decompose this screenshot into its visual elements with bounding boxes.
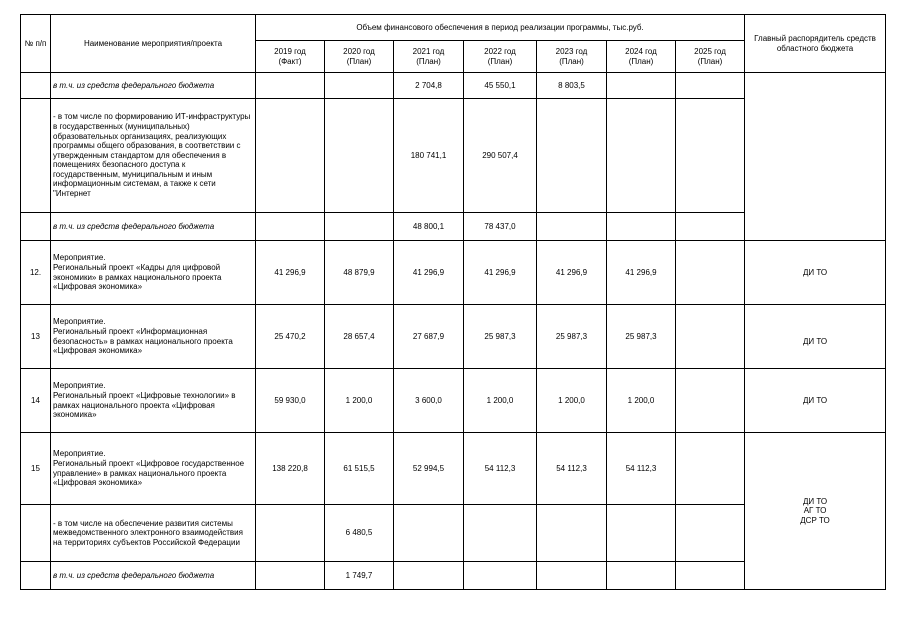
row-value xyxy=(676,562,745,590)
row-value xyxy=(464,562,537,590)
header-distributor: Главный распорядитель средств областного бюджета xyxy=(745,15,886,73)
row-value: 54 112,3 xyxy=(537,433,607,505)
row-num xyxy=(21,73,51,99)
row-value: 54 112,3 xyxy=(607,433,676,505)
row-value: 45 550,1 xyxy=(464,73,537,99)
row-value xyxy=(537,505,607,562)
header-year: 2022 год (План) xyxy=(464,41,537,73)
row-num: 12. xyxy=(21,241,51,305)
row-name: - в том числе по формированию ИТ-инфраструктуры в государственных (муниципальных) образовательных организациях, реализующих программы общего образования, в соответствии с утвержденным стандартом для обеспечения в помещениях безопасного доступа к государственным, муниципальным и иным информационным системам, а также к сети "Интернет xyxy=(51,99,256,213)
row-value xyxy=(394,505,464,562)
row-value xyxy=(537,99,607,213)
row-value xyxy=(676,369,745,433)
row-value xyxy=(676,433,745,505)
row-value: 61 515,5 xyxy=(325,433,394,505)
table-row xyxy=(21,241,886,305)
row-name: в т.ч. из средств федерального бюджета xyxy=(51,213,256,241)
row-value: 25 987,3 xyxy=(607,305,676,369)
row-value: 41 296,9 xyxy=(607,241,676,305)
row-value: 48 879,9 xyxy=(325,241,394,305)
row-distributor: ДИ ТО xyxy=(745,369,886,433)
row-value xyxy=(676,505,745,562)
row-value xyxy=(676,241,745,305)
row-value xyxy=(325,213,394,241)
header-name: Наименование мероприятия/проекта xyxy=(51,15,256,73)
row-value: 59 930,0 xyxy=(256,369,325,433)
header-year: 2021 год (План) xyxy=(394,41,464,73)
row-value: 1 200,0 xyxy=(325,369,394,433)
row-distributor: ДИ ТО xyxy=(745,305,886,369)
row-value: 138 220,8 xyxy=(256,433,325,505)
header-year: 2020 год (План) xyxy=(325,41,394,73)
row-value: 41 296,9 xyxy=(537,241,607,305)
row-value xyxy=(607,73,676,99)
table-row xyxy=(21,433,886,505)
row-value: 3 600,0 xyxy=(394,369,464,433)
header-year: 2023 год (План) xyxy=(537,41,607,73)
row-value xyxy=(607,213,676,241)
row-num xyxy=(21,505,51,562)
header-funding: Объем финансового обеспечения в период реализации программы, тыс.руб. xyxy=(256,15,745,41)
table-row xyxy=(21,369,886,433)
row-value: 78 437,0 xyxy=(464,213,537,241)
row-value: 8 803,5 xyxy=(537,73,607,99)
row-num: 13 xyxy=(21,305,51,369)
row-value: 180 741,1 xyxy=(394,99,464,213)
row-value: 290 507,4 xyxy=(464,99,537,213)
row-value xyxy=(325,73,394,99)
row-name: - в том числе на обеспечение развития системы межведомственного электронного взаимодействия на территориях субъектов Российской Федерации xyxy=(51,505,256,562)
row-num: 14 xyxy=(21,369,51,433)
row-name: в т.ч. из средств федерального бюджета xyxy=(51,562,256,590)
row-value xyxy=(256,213,325,241)
row-num xyxy=(21,213,51,241)
row-value xyxy=(676,305,745,369)
row-value xyxy=(607,99,676,213)
row-name: Мероприятие. Региональный проект «Информационная безопасность» в рамках национального проекта «Цифровая экономика» xyxy=(51,305,256,369)
row-value xyxy=(537,213,607,241)
funding-table xyxy=(20,14,886,590)
row-name: в т.ч. из средств федерального бюджета xyxy=(51,73,256,99)
row-value: 54 112,3 xyxy=(464,433,537,505)
row-value xyxy=(676,213,745,241)
row-distributor: ДИ ТО xyxy=(745,241,886,305)
header-num: № п/п xyxy=(21,15,51,73)
row-value: 6 480,5 xyxy=(325,505,394,562)
row-value xyxy=(256,73,325,99)
header-year: 2025 год (План) xyxy=(676,41,745,73)
row-num xyxy=(21,99,51,213)
row-value: 25 470,2 xyxy=(256,305,325,369)
row-value xyxy=(537,562,607,590)
row-num: 15 xyxy=(21,433,51,505)
row-value xyxy=(256,562,325,590)
row-distributor xyxy=(745,73,886,241)
row-num xyxy=(21,562,51,590)
row-value xyxy=(607,562,676,590)
row-value xyxy=(394,562,464,590)
row-value: 52 994,5 xyxy=(394,433,464,505)
row-value: 27 687,9 xyxy=(394,305,464,369)
row-value xyxy=(256,505,325,562)
row-value xyxy=(676,99,745,213)
row-name: Мероприятие. Региональный проект «Цифровое государственное управление» в рамках национального проекта «Цифровая экономика» xyxy=(51,433,256,505)
row-value: 1 200,0 xyxy=(607,369,676,433)
row-value: 41 296,9 xyxy=(394,241,464,305)
row-value xyxy=(325,99,394,213)
table-row xyxy=(21,73,886,99)
table-row xyxy=(21,305,886,369)
row-value: 41 296,9 xyxy=(464,241,537,305)
row-distributor: ДИ ТО АГ ТО ДСР ТО xyxy=(745,433,886,590)
row-name: Мероприятие. Региональный проект «Цифровые технологии» в рамках национального проекта «Цифровая экономика» xyxy=(51,369,256,433)
row-value: 25 987,3 xyxy=(464,305,537,369)
header-year: 2024 год (План) xyxy=(607,41,676,73)
row-value: 1 200,0 xyxy=(537,369,607,433)
row-value: 28 657,4 xyxy=(325,305,394,369)
header-year: 2019 год (Факт) xyxy=(256,41,325,73)
row-value: 48 800,1 xyxy=(394,213,464,241)
row-value: 1 749,7 xyxy=(325,562,394,590)
row-value xyxy=(256,99,325,213)
row-value: 41 296,9 xyxy=(256,241,325,305)
row-value: 2 704,8 xyxy=(394,73,464,99)
row-name: Мероприятие. Региональный проект «Кадры для цифровой экономики» в рамках национального проекта «Цифровая экономика» xyxy=(51,241,256,305)
row-value xyxy=(464,505,537,562)
row-value: 25 987,3 xyxy=(537,305,607,369)
row-value: 1 200,0 xyxy=(464,369,537,433)
row-value xyxy=(607,505,676,562)
row-value xyxy=(676,73,745,99)
